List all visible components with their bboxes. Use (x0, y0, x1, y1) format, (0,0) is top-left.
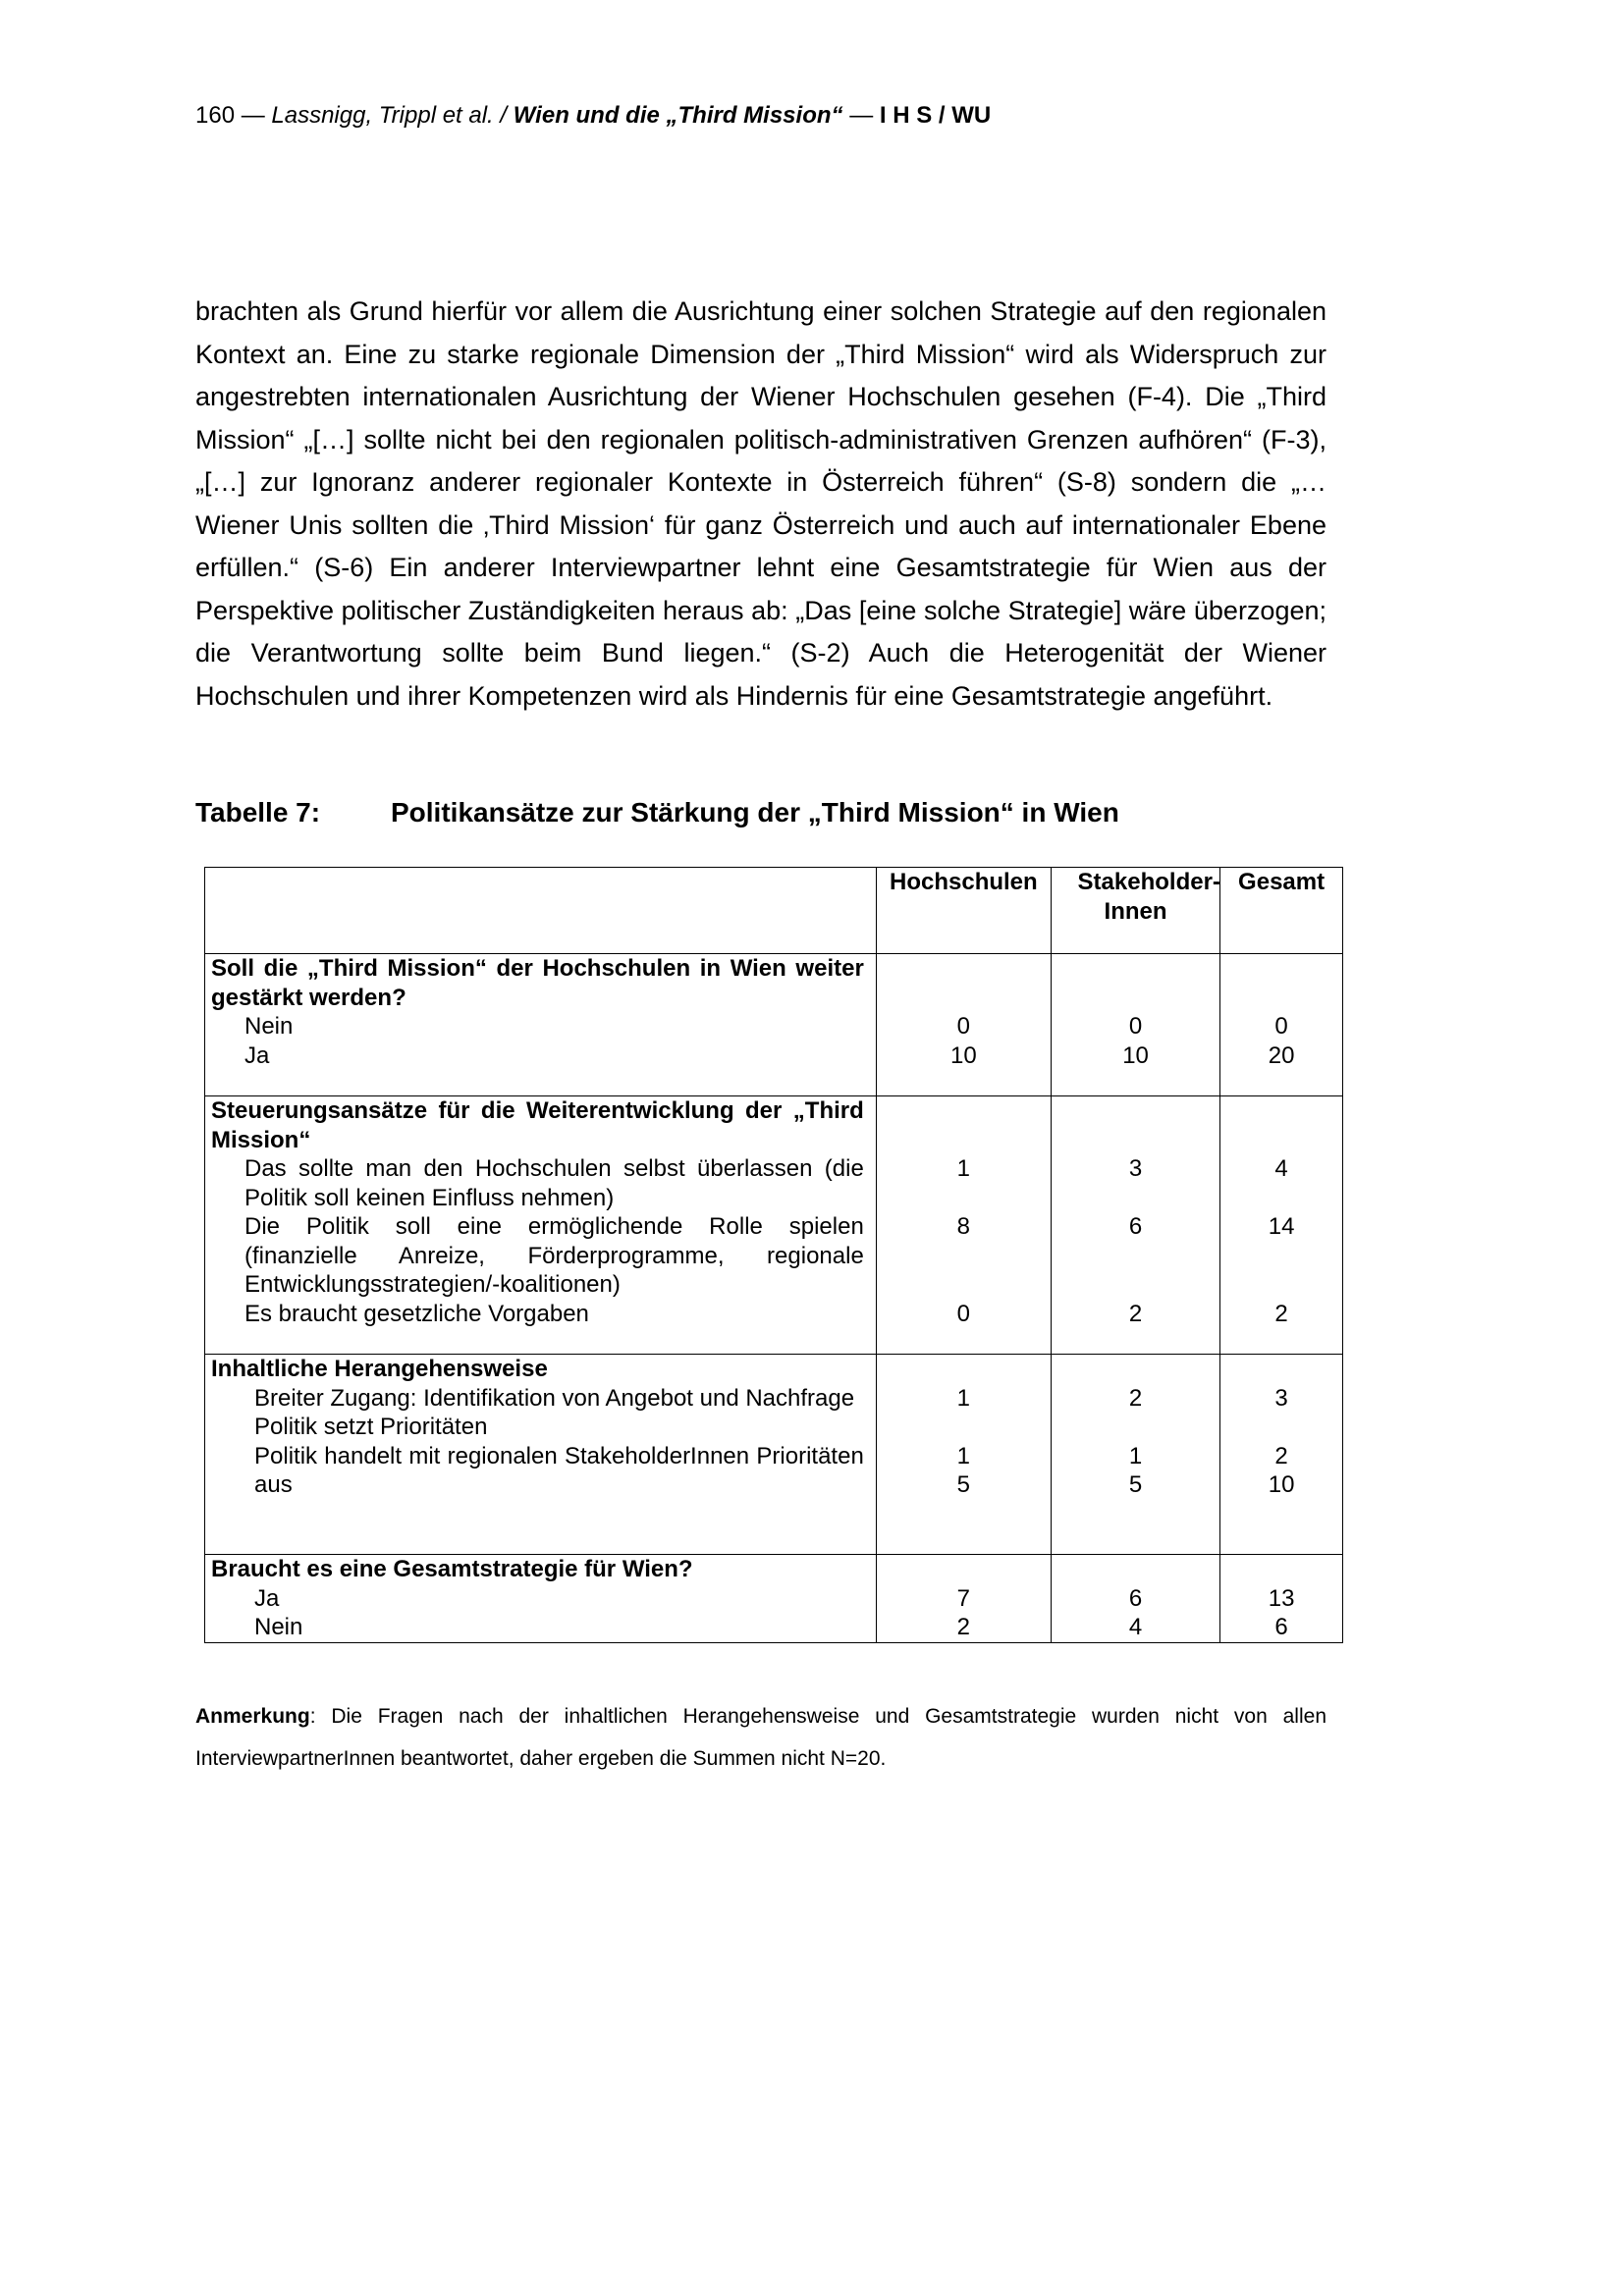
section-label-cell (205, 1096, 877, 1355)
gesamt-cell (1220, 1355, 1343, 1555)
value: 6 (1274, 1614, 1288, 1640)
header-dash: — (241, 102, 265, 129)
value: 3 (1128, 1155, 1143, 1182)
value: 2 (1128, 1300, 1143, 1327)
row-label: Nein (254, 1614, 303, 1640)
header-authors: Lassnigg, Trippl et al. / (271, 102, 508, 129)
column-header-hochschulen: Hochschulen (876, 868, 1051, 954)
value: 0 (1274, 1013, 1288, 1040)
row-label: Politik handelt mit regionalen StakeholderInnen Prioritäten aus (254, 1442, 864, 1498)
value: 4 (1274, 1155, 1288, 1182)
row-label: Ja (254, 1584, 280, 1612)
value: 1 (956, 1155, 971, 1182)
value: 4 (1128, 1614, 1143, 1640)
value: 10 (950, 1041, 977, 1069)
value: 7 (956, 1584, 971, 1612)
value: 5 (956, 1471, 971, 1498)
table-section (205, 954, 1343, 1096)
value: 1 (1128, 1442, 1143, 1469)
value: 14 (1268, 1213, 1295, 1240)
page-header (195, 102, 991, 130)
table-header-row (205, 868, 1343, 954)
stakeholder-cell (1051, 1355, 1219, 1555)
row-label: Es braucht gesetzliche Vorgaben (244, 1300, 589, 1327)
row-label: Ja (244, 1041, 270, 1069)
value: 8 (956, 1213, 971, 1240)
value: 2 (1274, 1300, 1288, 1327)
value: 3 (1274, 1384, 1288, 1412)
section-title: Braucht es eine Gesamtstrategie für Wien? (211, 1556, 693, 1582)
column-header-stakeholder-text: Stakeholder-Innen (1077, 869, 1220, 925)
table-section (205, 1355, 1343, 1555)
value: 2 (956, 1614, 971, 1640)
gesamt-cell (1220, 1096, 1343, 1355)
hochschulen-cell (876, 1555, 1051, 1643)
value: 1 (956, 1384, 971, 1412)
data-table (204, 867, 1343, 1643)
value: 20 (1268, 1041, 1295, 1069)
hochschulen-cell (876, 1355, 1051, 1555)
note-text: : Die Fragen nach der inhaltlichen Herangehensweise und Gesamtstrategie wurden nicht von allen InterviewpartnerInnen beantwortet, daher ergeben die Summen nicht N=20. (195, 1705, 1326, 1770)
section-title: Steuerungsansätze für die Weiterentwicklung der „Third Mission“ (211, 1097, 864, 1153)
value: 0 (956, 1013, 971, 1040)
header-title: Wien und die „Third Mission“ (513, 102, 843, 129)
value: 1 (956, 1442, 971, 1469)
note-label: Anmerkung (195, 1705, 310, 1728)
stakeholder-cell (1051, 954, 1219, 1096)
value: 2 (1274, 1442, 1288, 1469)
gesamt-cell (1220, 1555, 1343, 1643)
value: 6 (1128, 1213, 1143, 1240)
value: 0 (1128, 1013, 1143, 1040)
header-dash: — (849, 102, 874, 129)
column-header-stakeholder (1051, 868, 1219, 954)
section-label-cell (205, 954, 877, 1096)
hochschulen-cell (876, 1096, 1051, 1355)
header-institutions: I H S / WU (879, 102, 992, 129)
gesamt-cell (1220, 954, 1343, 1096)
value: 2 (1128, 1384, 1143, 1412)
row-label: Das sollte man den Hochschulen selbst überlassen (die Politik soll keinen Einfluss nehmen) (244, 1155, 864, 1211)
stakeholder-cell (1051, 1096, 1219, 1355)
row-label: Nein (244, 1013, 294, 1040)
value: 10 (1122, 1041, 1149, 1069)
value: 6 (1128, 1584, 1143, 1612)
body-paragraph: brachten als Grund hierfür vor allem die Ausrichtung einer solchen Strategie auf den regionalen Kontext an. Eine zu starke regionale Dimension der „Third Mission“ wird als Widerspruch zur angestrebten internationalen Ausrichtung der Wiener Hochschulen gesehen (F-4). Die „Third Mission“ „[…] sollte nicht bei den regionalen politisch-administrativen Grenzen aufhören“ (F-3), „[…] zur Ignoranz anderer regionaler Kontexte in Österreich führen“ (S-8) sondern die „… Wiener Unis sollten die ‚Third Mission‘ für ganz Österreich und auch auf internationaler Ebene erfüllen.“ (S-6) Ein anderer Interviewpartner lehnt eine Gesamtstrategie für Wien aus der Perspektive politischer Zuständigkeiten heraus ab: „Das [eine solche Strategie] wäre überzogen; die Verantwortung sollte beim Bund liegen.“ (S-2) Auch die Heterogenität der Wiener Hochschulen und ihrer Kompetenzen wird als Hindernis für eine Gesamtstrategie angeführt. (195, 296, 1326, 711)
page-number: 160 (195, 102, 236, 129)
value: 0 (956, 1300, 971, 1327)
table-section (205, 1555, 1343, 1643)
value: 13 (1268, 1584, 1295, 1612)
value: 5 (1128, 1471, 1143, 1498)
header-cell-empty (205, 868, 877, 954)
section-label-cell (205, 1355, 877, 1555)
value: 10 (1268, 1471, 1295, 1498)
table-section (205, 1096, 1343, 1355)
hochschulen-cell (876, 954, 1051, 1096)
row-label: Breiter Zugang: Identifikation von Angebot und Nachfrage (254, 1384, 855, 1412)
stakeholder-cell (1051, 1555, 1219, 1643)
section-label-cell (205, 1555, 877, 1643)
table-caption (195, 797, 1119, 828)
section-title: Inhaltliche Herangehensweise (211, 1356, 548, 1382)
section-title: Soll die „Third Mission“ der Hochschulen in Wien weiter gestärkt werden? (211, 955, 864, 1011)
row-label: Die Politik soll eine ermöglichende Rolle spielen (finanzielle Anreize, Förderprogramme, regionale Entwicklungsstrategien/-koalitionen) (244, 1213, 864, 1298)
column-header-gesamt: Gesamt (1220, 868, 1343, 954)
table-note (195, 1695, 1326, 1780)
row-label: Politik setzt Prioritäten (254, 1414, 488, 1440)
table-caption-title: Politikansätze zur Stärkung der „Third Mission“ in Wien (391, 797, 1119, 828)
table-caption-label: Tabelle 7: (195, 797, 321, 828)
